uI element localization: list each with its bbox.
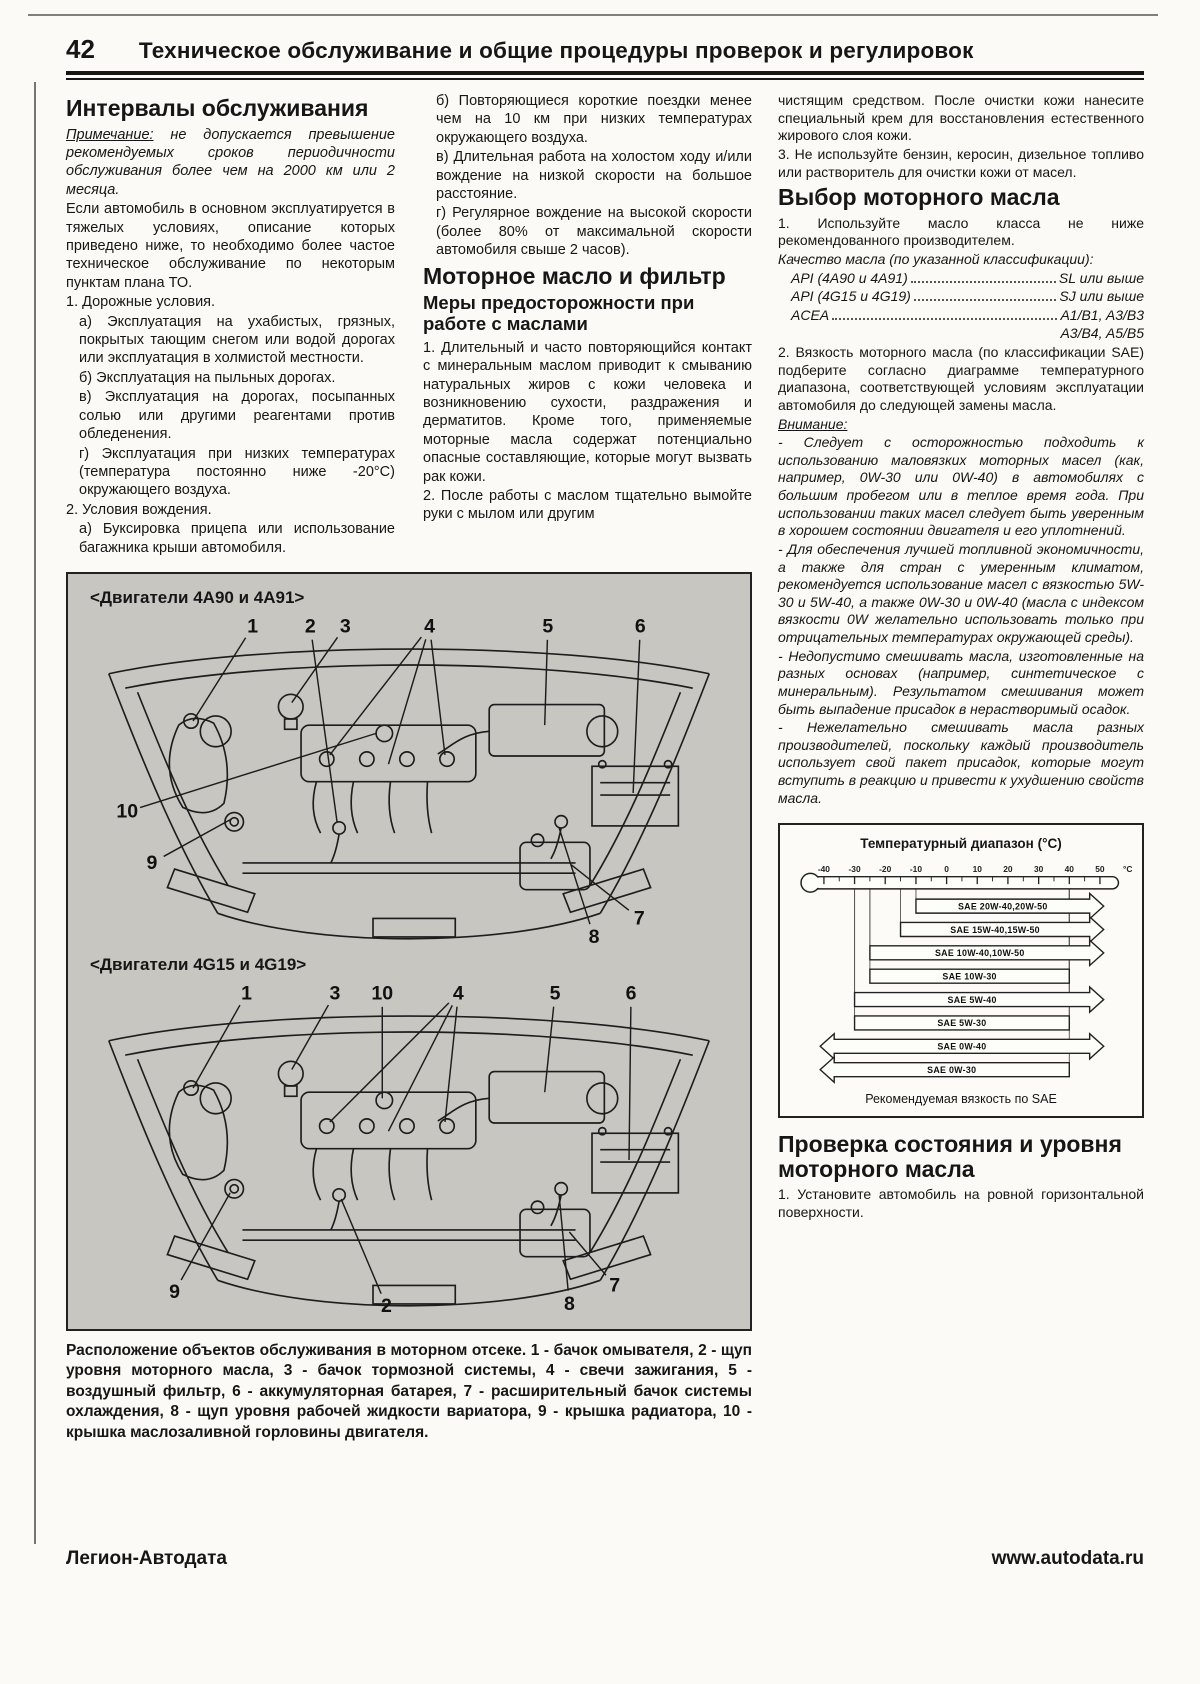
website-url: www.autodata.ru [991,1548,1144,1569]
text-block-spec: API (4G15 и 4G19) SJ или выше [791,288,1144,305]
text-block-p: чистящим средством. После очистки кожи нанесите специальный крем для восстановления естественного жирового слоя кожи. [778,92,1144,144]
callout-leader-line [193,1005,240,1088]
callout-leader-line [193,638,246,721]
callout-leader-line [341,1199,381,1294]
text-block-pi: в) Длительная работа на холостом ходу и/или вождение на низкой скорости на большое расстояние. [436,149,752,203]
left-two-column-area [66,92,752,1444]
text-block-pi: б) Повторяющиеся короткие поездки менее чем на 10 км при низких температурах окружающего воздуха. [436,93,752,146]
column-3 [778,92,1144,1223]
text-block-h1: Моторное масло и фильтр [423,262,726,289]
sae-bar-label: SAE 5W-40 [947,995,997,1006]
chart-caption: Рекомендуемая вязкость по SAE [865,1092,1057,1107]
column-2 [423,92,752,558]
sae-bar-label: SAE 20W-40,20W-50 [957,901,1048,912]
scan-artifact-line [34,82,36,1544]
callout-leader-line [445,1007,457,1122]
sae-bar-label: SAE 10W-30 [942,971,997,982]
text-block-h2: Меры предосторожности при работе с маслами [423,292,695,334]
callout-leader-line [330,637,422,755]
text-block-h1: Интервалы обслуживания [66,95,369,121]
callout-number: 4 [424,615,435,638]
text-block-spec: API (4А90 и 4А91) SL или выше [791,269,1144,286]
axis-unit-label: °C [1123,864,1132,875]
callout-number: 1 [241,982,252,1005]
scan-artifact-line [28,14,1158,16]
text-block-pi: г) Регулярное вождение на высокой скорости (более 80% от максимальной скорости автомобиля свыше 2 часов). [436,205,752,259]
page-number: 42 [66,34,95,64]
callout-number: 3 [329,982,341,1005]
text-block-it: - Следует с осторожностью подходить к использованию маловязких моторных масел (как, например, 0W-30 или 0W-40) в автомобилях с большим пробегом или в теплое время года. При использовании таких масел следует быть уверенным в хорошем состоянии двигателя и его уплотнений. [778,434,1144,539]
callout-number: 8 [588,926,600,949]
column-3-text [778,92,1144,807]
sae-bar-label: SAE 0W-40 [937,1041,987,1052]
diagram-2-title: <Двигатели 4G15 и 4G19> [90,955,307,975]
axis-tick-label: -10 [909,864,923,875]
engine-bay-figure [66,572,752,1331]
callout-number: 9 [169,1281,181,1304]
callout-leader-line [292,637,338,702]
axis-tick-label: 30 [1033,864,1044,875]
callout-leader-line [140,733,376,807]
page-content [0,92,1200,1444]
callout-number: 7 [609,1274,621,1297]
chart-title: Температурный диапазон (°C) [860,836,1062,852]
callout-number: 4 [452,982,464,1005]
callout-leader-line [633,640,640,793]
text-block-p: 1. Длительный и часто повторяющийся контакт с минеральным маслом приводит к смыванию натуральных жиров с кожи человека и возникновению сухости, раздражения и дерматитов. Кроме того, применяемые моторные масла содержат потенциально опасные составляющие, которые могут вызвать рак кожи. [423,339,752,485]
text-block-spec: ACEA A1/B1, A3/B3 [791,306,1144,323]
callout-number: 5 [549,982,561,1005]
callout-number: 6 [634,615,646,638]
text-block-p: 1. Используйте масло класса не ниже рекомендованного производителем. [778,214,1144,249]
text-block-pi: а) Эксплуатация на ухабистых, грязных, покрытых тающим снегом или водой дорогах или эксплуатация в холмистой местности. [79,313,395,367]
sae-bar-label: SAE 15W-40,15W-50 [950,925,1040,936]
callout-number: 5 [542,615,554,638]
callout-leader-line [431,640,445,755]
engine-diagram-4a90-4a91 [80,610,738,949]
diagram-1-title: <Двигатели 4А90 и 4А91> [90,587,305,607]
callout-number: 2 [380,1295,392,1317]
callout-number: 6 [625,982,637,1005]
thermometer-join [810,878,823,888]
callout-leader-line [388,639,425,764]
callout-number: 3 [339,615,351,638]
sae-chart-svg [790,858,1132,1086]
callout-leader-line [388,1006,452,1132]
text-block-p: 1. Дорожные условия. [66,294,216,311]
callout-number: 1 [247,615,259,638]
callout-number: 10 [116,800,139,823]
axis-tick-label: 50 [1095,864,1105,875]
header-rule [66,71,1144,80]
text-block-p: 3. Не используйте бензин, керосин, дизельное топливо или растворитель для очистки кожи от масел. [778,145,1144,180]
text-block-it: - Недопустимо смешивать масла, изготовленные на разных основах (например, синтетическое с минеральным). Результатом смешивания может быть выпадение присадок в нерастворимый осадок. [778,647,1144,717]
sae-bar-label: SAE 10W-40,10W-50 [934,948,1025,959]
callout-leader-line [569,1232,606,1275]
column-1 [66,92,395,558]
sae-bar-label: SAE 0W-30 [927,1065,977,1076]
text-block-pi: б) Эксплуатация на пыльных дорогах. [79,369,336,386]
text-block-specv: A3/B4, A5/B5 [1060,325,1144,342]
text-block-note: Примечание: не допускается превышение рекомендуемых сроков периодичности обслуживания более чем на 2000 км или 2 месяца. [66,126,395,198]
axis-tick-label: 40 [1064,864,1074,875]
text-block-it: - Нежелательно смешивать масла разных производителей, поскольку каждый производитель использует свой пакет присадок, которые могут вступить в реакцию и привести к ухудшению свойств масла. [778,719,1144,806]
callout-number: 2 [304,615,316,638]
text-block-pi: а) Буксировка прицепа или использование багажника крыши автомобиля. [79,521,395,556]
axis-tick-label: -30 [848,864,861,875]
page-header [0,0,1200,71]
text-columns [66,92,752,558]
text-block-h1: Выбор моторного масла [778,184,1060,211]
text-block-pi: г) Эксплуатация при низких температурах (температура постоянно ниже -20°C) окружающего воздуха. [79,445,395,499]
text-block-p: 2. Условия вождения. [66,501,212,518]
text-block-h1: Проверка состояния и уровня моторного масла [778,1131,1122,1182]
text-block-it: Качество масла (по указанной классификации): [778,250,1094,267]
page-title: Техническое обслуживание и общие процедуры проверок и регулировок [138,38,974,63]
callout-leader-line [545,1007,554,1092]
callout-number: 10 [371,982,394,1005]
callout-leader-line [629,1007,631,1160]
sae-viscosity-chart [778,823,1144,1118]
callout-number: 9 [146,852,158,875]
text-block-pi: в) Эксплуатация на дорогах, посыпанных солью или другими реагентами против обледенения. [79,389,395,443]
axis-tick-label: -40 [817,864,830,875]
text-block-it: - Для обеспечения лучшей топливной экономичности, а также для стран с умеренным климатом, рекомендуется использование масел с вязкостью 5W-30 и 5W-40, а также 0W-30 и 0W-40 (масла с индексом вязкости 0W желательно использовать только при отрицательных температурах окружающей среды). [778,540,1144,646]
axis-tick-label: -20 [879,864,892,875]
text-block-p: 1. Установите автомобиль на ровной горизонтальной поверхности. [778,1186,1144,1220]
column-3-bottom-text [778,1132,1144,1221]
engine-diagram-4g15-4g19 [80,977,738,1316]
publisher-name: Легион-Автодата [66,1548,227,1569]
callout-number: 7 [633,907,645,930]
figure-caption: Расположение объектов обслуживания в моторном отсеке. 1 - бачок омывателя, 2 - щуп уровня моторного масла, 3 - бачок тормозной системы, 4 - свечи зажигания, 5 - воздушный фильтр, 6 - аккумуляторная батарея, 7 - расширительный бачок системы охлаждения, 8 - щуп уровня рабочей жидкости вариатора, 9 - крышка радиатора, 10 - крышка маслозаливной горловины двигателя. [66,1341,752,1441]
axis-tick-label: 20 [1003,864,1013,875]
text-block-p: Если автомобиль в основном эксплуатируется в тяжелых условиях, описание которых приведено ниже, то необходимо более частое техническое обслуживание по некоторым пунктам плана ТО. [66,201,395,291]
callout-number: 8 [563,1293,575,1316]
axis-tick-label: 10 [972,864,982,875]
callout-leader-line [164,820,230,857]
text-block-p: 2. Вязкость моторного масла (по классификации SAE) подберите согласно диаграмме температурного диапазона, соответствующей условиям эксплуатации автомобиля до следующей замены масла. [778,344,1144,413]
callout-leader-line [330,1003,449,1122]
text-block-p: 2. После работы с маслом тщательно вымойте руки с мылом или другим [423,487,752,523]
page-footer [66,1548,1144,1570]
axis-tick-label: 0 [944,864,949,875]
sae-bar-label: SAE 5W-30 [937,1018,987,1029]
text-block-note: Внимание: [778,415,848,432]
callout-leader-line [292,1005,329,1069]
